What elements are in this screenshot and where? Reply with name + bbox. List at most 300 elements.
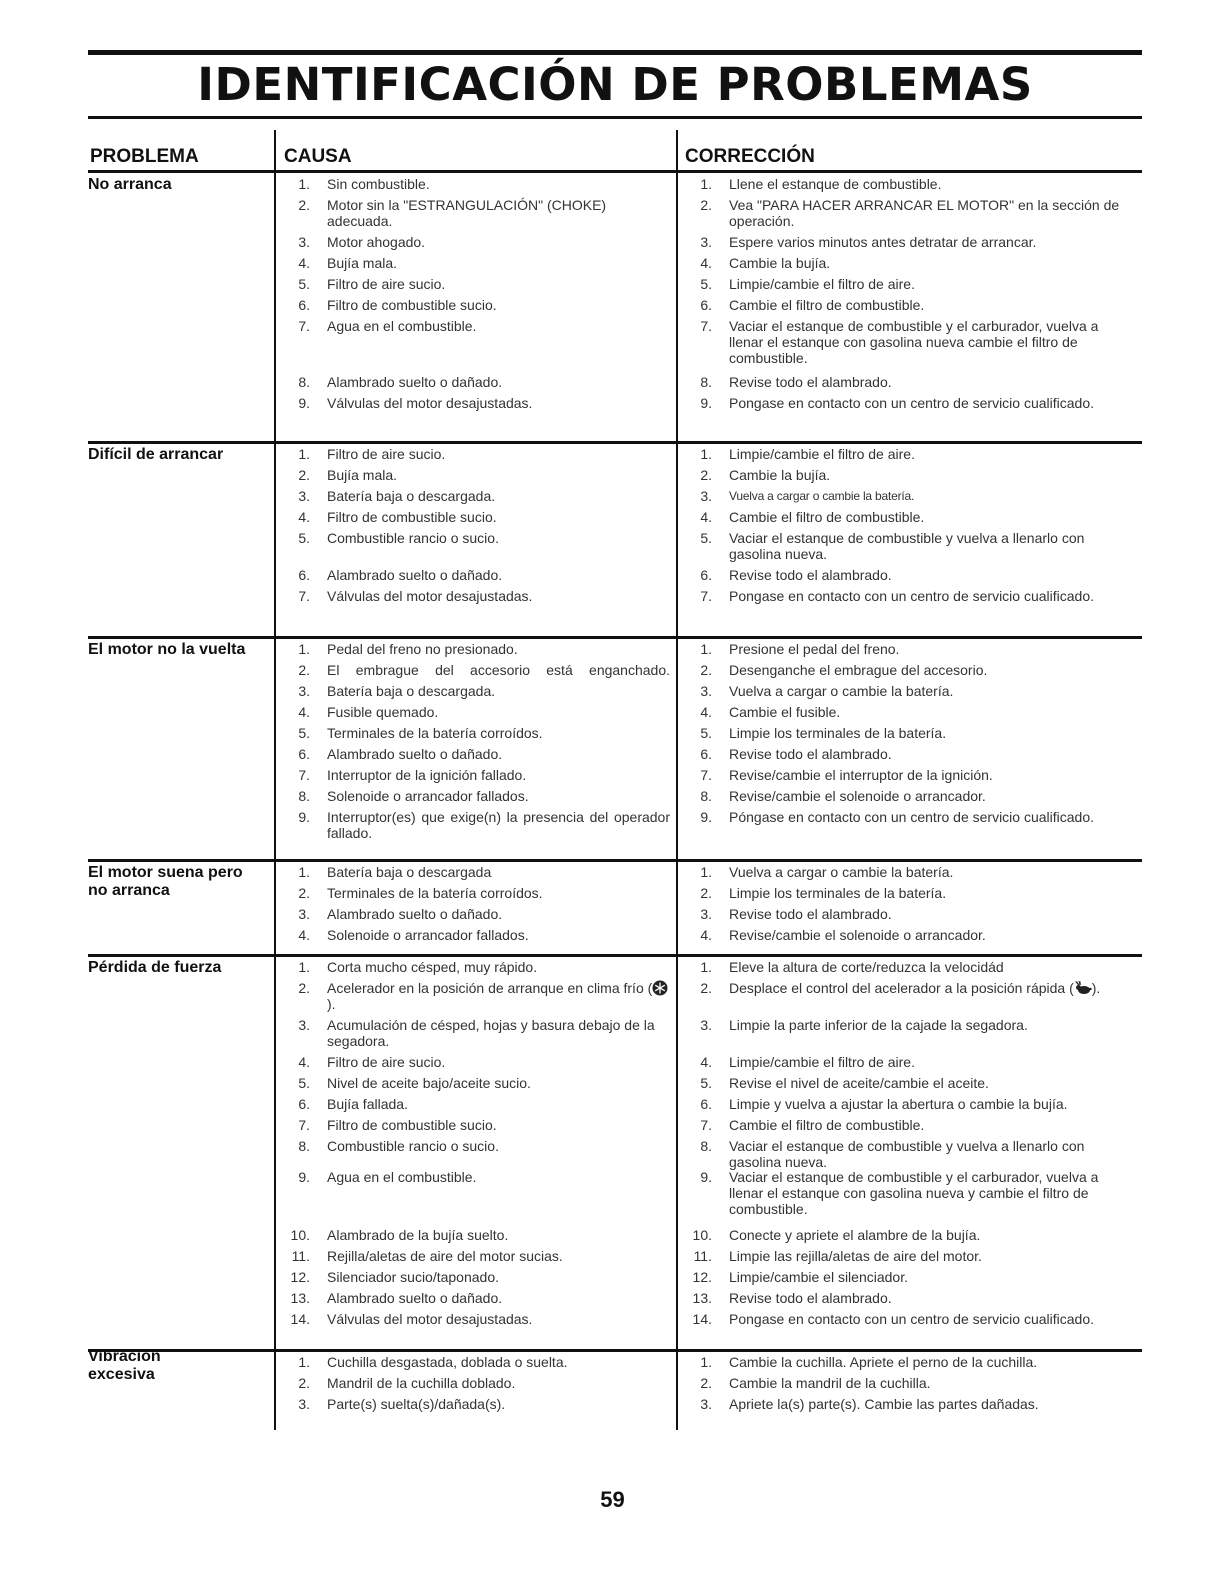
item-text bbox=[729, 276, 1135, 292]
item-text bbox=[327, 255, 670, 271]
item-number: 8. bbox=[298, 1138, 310, 1154]
item-text-main: Revise todo el alambrado. bbox=[729, 1290, 892, 1306]
item-text-main: Válvulas del motor desajustadas. bbox=[327, 588, 533, 604]
item-number: 9. bbox=[700, 1169, 712, 1185]
item-number: 2. bbox=[700, 980, 712, 996]
item-number: 11. bbox=[291, 1248, 310, 1264]
item-text-main: Sin combustible. bbox=[327, 176, 430, 192]
section-separator bbox=[88, 859, 1142, 862]
item-text bbox=[327, 662, 670, 678]
item-number: 3. bbox=[700, 1017, 712, 1033]
item-text bbox=[729, 746, 1135, 762]
section-separator bbox=[88, 1349, 1142, 1352]
item-text-main: Pongase en contacto con un centro de servicio cualificado. bbox=[729, 1311, 1095, 1327]
item-number: 5. bbox=[298, 725, 310, 741]
item-text-main: Interruptor de la ignición fallado. bbox=[327, 767, 527, 783]
problem-label: Pérdida de fuerza bbox=[88, 959, 222, 976]
item-number: 1. bbox=[298, 446, 310, 462]
item-text bbox=[327, 809, 670, 841]
item-text bbox=[729, 234, 1135, 250]
item-number: 7. bbox=[298, 318, 310, 334]
item-text-main: Pedal del freno no presionado. bbox=[327, 641, 518, 657]
item-text bbox=[327, 1169, 670, 1185]
item-text-main: Agua en el combustible. bbox=[327, 318, 477, 334]
item-number: 14. bbox=[290, 1311, 310, 1327]
page-title: IDENTIFICACIÓN DE PROBLEMAS bbox=[197, 58, 1033, 111]
problem-label: El motor suena pero no arranca bbox=[88, 864, 243, 899]
problem-label: Vibración excesiva bbox=[88, 1348, 161, 1383]
item-text-main: Bujía fallada. bbox=[327, 1096, 408, 1112]
item-text-after: ). bbox=[1091, 980, 1101, 996]
item-text bbox=[729, 1290, 1135, 1306]
item-number: 1. bbox=[298, 641, 310, 657]
item-text bbox=[729, 446, 1135, 462]
item-number: 3. bbox=[298, 683, 310, 699]
item-text bbox=[327, 864, 670, 880]
item-number: 9. bbox=[298, 1169, 310, 1185]
item-text bbox=[327, 1248, 670, 1264]
item-text bbox=[729, 467, 1135, 483]
item-text-main: Solenoide o arrancador fallados. bbox=[327, 927, 529, 943]
item-number: 2. bbox=[298, 885, 310, 901]
item-text-main: Filtro de combustible sucio. bbox=[327, 1117, 497, 1133]
item-number: 4. bbox=[700, 704, 712, 720]
item-text bbox=[327, 509, 670, 525]
item-text bbox=[327, 1054, 670, 1070]
item-text-main: Cambie el filtro de combustible. bbox=[729, 297, 925, 313]
item-text bbox=[729, 980, 1135, 996]
item-text-main: Filtro de aire sucio. bbox=[327, 446, 446, 462]
item-number: 7. bbox=[700, 767, 712, 783]
item-text bbox=[729, 927, 1135, 943]
item-number: 4. bbox=[298, 1054, 310, 1070]
item-number: 10. bbox=[692, 1227, 712, 1243]
item-text bbox=[327, 395, 670, 411]
item-text bbox=[729, 1354, 1135, 1370]
item-text bbox=[327, 446, 670, 462]
item-text bbox=[729, 1396, 1135, 1412]
item-text-main: Válvulas del motor desajustadas. bbox=[327, 1311, 533, 1327]
item-text bbox=[327, 467, 670, 483]
item-number: 4. bbox=[298, 927, 310, 943]
item-text-main: Revise/cambie el solenoide o arrancador. bbox=[729, 788, 986, 804]
item-number: 3. bbox=[700, 906, 712, 922]
rabbit-icon bbox=[1074, 981, 1092, 995]
item-text-main: Silenciador sucio/taponado. bbox=[327, 1269, 500, 1285]
item-text bbox=[327, 1375, 670, 1391]
item-text-main: Limpie los terminales de la batería. bbox=[729, 885, 947, 901]
item-text bbox=[729, 1054, 1135, 1070]
item-text-main: Limpie/cambie el silenciador. bbox=[729, 1269, 908, 1285]
item-number: 3. bbox=[700, 488, 712, 504]
item-text-main: Motor ahogado. bbox=[327, 234, 426, 250]
header-causa: CAUSA bbox=[284, 146, 352, 167]
item-number: 12. bbox=[290, 1269, 310, 1285]
item-number: 9. bbox=[700, 809, 712, 825]
item-text-main: Vaciar el estanque de combustible y vuelva a llenarlo con gasolina nueva. bbox=[729, 530, 1085, 562]
item-text-main: Terminales de la batería corroídos. bbox=[327, 885, 543, 901]
item-number: 5. bbox=[700, 276, 712, 292]
item-text bbox=[327, 297, 670, 313]
item-text-main: Llene el estanque de combustible. bbox=[729, 176, 942, 192]
item-text bbox=[327, 1227, 670, 1243]
item-text-main: Eleve la altura de corte/reduzca la velocidád bbox=[729, 959, 1004, 975]
item-number: 9. bbox=[700, 395, 712, 411]
item-number: 1. bbox=[700, 959, 712, 975]
item-number: 6. bbox=[700, 1096, 712, 1112]
item-number: 7. bbox=[298, 767, 310, 783]
item-text bbox=[327, 318, 670, 334]
item-text-main: Presione el pedal del freno. bbox=[729, 641, 900, 657]
item-number: 3. bbox=[298, 234, 310, 250]
item-text-main: Cambie el fusible. bbox=[729, 704, 841, 720]
section-separator bbox=[88, 636, 1142, 639]
item-text-main: Revise/cambie el solenoide o arrancador. bbox=[729, 927, 986, 943]
item-text bbox=[327, 1096, 670, 1112]
item-text bbox=[729, 1138, 1135, 1170]
item-number: 5. bbox=[700, 1075, 712, 1091]
item-number: 5. bbox=[298, 1075, 310, 1091]
item-text bbox=[327, 980, 670, 1012]
item-number: 7. bbox=[298, 588, 310, 604]
item-text bbox=[729, 662, 1135, 678]
item-text bbox=[729, 704, 1135, 720]
item-text-main: Interruptor(es) que exige(n) la presencia del operador fallado. bbox=[327, 809, 670, 841]
problem-label: El motor no la vuelta bbox=[88, 641, 246, 658]
item-text-main: Conecte y apriete el alambre de la bujía. bbox=[729, 1227, 981, 1243]
item-text-main: Limpie/cambie el filtro de aire. bbox=[729, 276, 915, 292]
item-text bbox=[327, 1290, 670, 1306]
item-text bbox=[327, 530, 670, 546]
item-text-main: Nivel de aceite bajo/aceite sucio. bbox=[327, 1075, 531, 1091]
item-text-main: Vea "PARA HACER ARRANCAR EL MOTOR" en la sección de operación. bbox=[729, 197, 1120, 229]
item-text bbox=[327, 641, 670, 657]
item-text bbox=[327, 1354, 670, 1370]
item-text-main: Batería baja o descargada. bbox=[327, 683, 496, 699]
item-text-main: Limpie/cambie el filtro de aire. bbox=[729, 446, 915, 462]
item-text bbox=[729, 788, 1135, 804]
item-number: 6. bbox=[700, 567, 712, 583]
item-text bbox=[327, 788, 670, 804]
item-text-main: Vaciar el estanque de combustible y vuelva a llenarlo con gasolina nueva. bbox=[729, 1138, 1085, 1170]
item-text bbox=[327, 1269, 670, 1285]
item-number: 3. bbox=[298, 1017, 310, 1033]
item-text bbox=[729, 1117, 1135, 1133]
item-text bbox=[327, 885, 670, 901]
item-text-main: Terminales de la batería corroídos. bbox=[327, 725, 543, 741]
item-number: 8. bbox=[298, 788, 310, 804]
item-text bbox=[327, 746, 670, 762]
item-text bbox=[729, 864, 1135, 880]
item-text-main: Cambie el filtro de combustible. bbox=[729, 509, 925, 525]
item-text bbox=[729, 530, 1135, 562]
item-text-main: Cuchilla desgastada, doblada o suelta. bbox=[327, 1354, 568, 1370]
item-number: 2. bbox=[298, 197, 310, 213]
top-rule bbox=[88, 50, 1142, 55]
item-text bbox=[327, 1311, 670, 1327]
item-number: 7. bbox=[700, 1117, 712, 1133]
item-text bbox=[327, 1138, 670, 1154]
item-number: 13. bbox=[692, 1290, 712, 1306]
item-number: 4. bbox=[298, 704, 310, 720]
item-text-main: Cambie el filtro de combustible. bbox=[729, 1117, 925, 1133]
item-number: 11. bbox=[693, 1248, 712, 1264]
item-text-main: Solenoide o arrancador fallados. bbox=[327, 788, 529, 804]
item-number: 5. bbox=[298, 276, 310, 292]
item-number: 1. bbox=[700, 864, 712, 880]
item-text bbox=[327, 488, 670, 504]
item-number: 2. bbox=[700, 1375, 712, 1391]
item-text bbox=[327, 927, 670, 943]
item-number: 5. bbox=[700, 530, 712, 546]
item-number: 8. bbox=[700, 788, 712, 804]
item-text-main: Espere varios minutos antes detratar de arrancar. bbox=[729, 234, 1037, 250]
item-number: 7. bbox=[298, 1117, 310, 1133]
item-text-main: Revise todo el alambrado. bbox=[729, 746, 892, 762]
item-text bbox=[729, 1075, 1135, 1091]
item-text-main: Vuelva a cargar o cambie la batería. bbox=[729, 683, 954, 699]
item-text bbox=[327, 276, 670, 292]
item-text-main: Revise todo el alambrado. bbox=[729, 374, 892, 390]
item-text-main: Limpie/cambie el filtro de aire. bbox=[729, 1054, 915, 1070]
item-text bbox=[327, 906, 670, 922]
item-text-main: Revise todo el alambrado. bbox=[729, 906, 892, 922]
item-text-main: Desenganche el embrague del accesorio. bbox=[729, 662, 988, 678]
item-text-main: Mandril de la cuchilla doblado. bbox=[327, 1375, 516, 1391]
item-number: 6. bbox=[700, 746, 712, 762]
item-number: 3. bbox=[298, 906, 310, 922]
item-text-main: Limpie la parte inferior de la cajade la segadora. bbox=[729, 1017, 1028, 1033]
item-text-main: Parte(s) suelta(s)/dañada(s). bbox=[327, 1396, 506, 1412]
item-number: 2. bbox=[298, 467, 310, 483]
item-text bbox=[729, 255, 1135, 271]
item-number: 7. bbox=[700, 588, 712, 604]
item-text-main: Vaciar el estanque de combustible y el carburador, vuelva a llenar el estanque con gasolina nueva cambie el filtro de combustible. bbox=[729, 318, 1099, 366]
item-text-main: Pongase en contacto con un centro de servicio cualificado. bbox=[729, 395, 1095, 411]
item-text-main: Pongase en contacto con un centro de servicio cualificado. bbox=[729, 588, 1095, 604]
item-number: 3. bbox=[700, 1396, 712, 1412]
item-text-main: Filtro de aire sucio. bbox=[327, 1054, 446, 1070]
item-text-main: Batería baja o descargada bbox=[327, 864, 492, 880]
item-text-main: Combustible rancio o sucio. bbox=[327, 530, 499, 546]
item-number: 2. bbox=[298, 1375, 310, 1391]
item-text bbox=[729, 374, 1135, 390]
item-text-main: Cambie la bujía. bbox=[729, 467, 831, 483]
item-text bbox=[729, 1311, 1135, 1327]
item-text-main: Vuelva a cargar o cambie la batería. bbox=[729, 489, 915, 503]
item-number: 4. bbox=[700, 255, 712, 271]
item-number: 1. bbox=[298, 176, 310, 192]
item-number: 2. bbox=[700, 467, 712, 483]
item-text bbox=[729, 395, 1135, 411]
section-separator bbox=[88, 441, 1142, 444]
item-number: 4. bbox=[298, 255, 310, 271]
item-number: 2. bbox=[700, 885, 712, 901]
item-text bbox=[327, 725, 670, 741]
problem-label: No arranca bbox=[88, 176, 172, 193]
item-text bbox=[327, 959, 670, 975]
page-number: 59 bbox=[600, 1487, 625, 1512]
item-number: 4. bbox=[700, 927, 712, 943]
item-text-main: Fusible quemado. bbox=[327, 704, 439, 720]
item-text bbox=[729, 588, 1135, 604]
item-text-main: Alambrado suelto o dañado. bbox=[327, 746, 503, 762]
item-text bbox=[729, 1269, 1135, 1285]
snowflake-icon bbox=[652, 980, 668, 996]
item-number: 10. bbox=[290, 1227, 310, 1243]
item-text bbox=[729, 1248, 1135, 1264]
item-text bbox=[729, 683, 1135, 699]
item-text-main: Desplace el control del acelerador a la posición rápida ( bbox=[729, 980, 1074, 996]
item-text bbox=[729, 906, 1135, 922]
item-text-main: Acelerador en la posición de arranque en clima frío ( bbox=[327, 980, 653, 996]
item-text bbox=[729, 488, 1135, 504]
item-text-main: Válvulas del motor desajustadas. bbox=[327, 395, 533, 411]
item-number: 8. bbox=[700, 1138, 712, 1154]
item-text bbox=[327, 1075, 670, 1091]
title-rule bbox=[88, 116, 1142, 119]
item-text-main: El embrague del accesorio está enganchado. bbox=[327, 662, 670, 678]
item-text-main: Alambrado suelto o dañado. bbox=[327, 1290, 503, 1306]
item-text-main: Filtro de aire sucio. bbox=[327, 276, 446, 292]
item-text bbox=[729, 1096, 1135, 1112]
item-number: 8. bbox=[700, 374, 712, 390]
item-text-main: Filtro de combustible sucio. bbox=[327, 509, 497, 525]
item-text-main: Limpie y vuelva a ajustar la abertura o cambie la bujía. bbox=[729, 1096, 1068, 1112]
item-text bbox=[729, 297, 1135, 313]
item-number: 3. bbox=[298, 1396, 310, 1412]
item-text-main: Corta mucho césped, muy rápido. bbox=[327, 959, 538, 975]
item-number: 4. bbox=[700, 1054, 712, 1070]
item-number: 12. bbox=[692, 1269, 712, 1285]
item-text-main: Cambie la cuchilla. Apriete el perno de la cuchilla. bbox=[729, 1354, 1038, 1370]
item-number: 2. bbox=[298, 662, 310, 678]
item-text-main: Apriete la(s) parte(s). Cambie las partes dañadas. bbox=[729, 1396, 1039, 1412]
item-text bbox=[729, 1375, 1135, 1391]
item-text-main: Alambrado suelto o dañado. bbox=[327, 374, 503, 390]
item-text bbox=[729, 509, 1135, 525]
item-text-main: Batería baja o descargada. bbox=[327, 488, 496, 504]
item-text-main: Cambie la bujía. bbox=[729, 255, 831, 271]
item-number: 5. bbox=[700, 725, 712, 741]
item-text bbox=[729, 959, 1135, 975]
item-number: 2. bbox=[700, 662, 712, 678]
item-text-main: Vaciar el estanque de combustible y el carburador, vuelva a llenar el estanque con gasolina nueva y cambie el filtro de combustible. bbox=[729, 1169, 1099, 1217]
item-number: 9. bbox=[298, 809, 310, 825]
item-number: 5. bbox=[298, 530, 310, 546]
item-number: 1. bbox=[700, 641, 712, 657]
item-text-main: Limpie las rejilla/aletas de aire del motor. bbox=[729, 1248, 982, 1264]
item-text-main: Motor sin la "ESTRANGULACIÓN" (CHOKE) adecuada. bbox=[327, 197, 607, 229]
item-number: 2. bbox=[298, 980, 310, 996]
item-text bbox=[729, 1169, 1135, 1217]
item-text bbox=[327, 683, 670, 699]
item-text-main: Revise el nivel de aceite/cambie el aceite. bbox=[729, 1075, 989, 1091]
item-text bbox=[729, 725, 1135, 741]
item-number: 1. bbox=[700, 446, 712, 462]
item-text bbox=[729, 1227, 1135, 1243]
item-number: 4. bbox=[298, 509, 310, 525]
item-number: 6. bbox=[298, 567, 310, 583]
item-text-main: Cambie la mandril de la cuchilla. bbox=[729, 1375, 931, 1391]
item-text bbox=[327, 1117, 670, 1133]
item-number: 3. bbox=[700, 234, 712, 250]
header-correccion: CORRECCIÓN bbox=[685, 146, 815, 167]
item-number: 7. bbox=[700, 318, 712, 334]
item-number: 3. bbox=[298, 488, 310, 504]
column-divider-left bbox=[274, 130, 276, 1430]
item-text bbox=[327, 1396, 670, 1412]
item-number: 8. bbox=[298, 374, 310, 390]
column-divider-right bbox=[676, 130, 678, 1430]
item-number: 6. bbox=[298, 746, 310, 762]
item-text bbox=[327, 197, 670, 229]
header-rule bbox=[88, 170, 1142, 173]
item-number: 9. bbox=[298, 395, 310, 411]
item-text-main: Bujía mala. bbox=[327, 467, 398, 483]
item-text-main: Bujía mala. bbox=[327, 255, 398, 271]
item-text bbox=[327, 176, 670, 192]
item-text bbox=[729, 318, 1135, 366]
item-text bbox=[729, 641, 1135, 657]
item-text bbox=[729, 1017, 1135, 1033]
item-number: 1. bbox=[298, 1354, 310, 1370]
item-text bbox=[729, 567, 1135, 583]
item-number: 4. bbox=[700, 509, 712, 525]
item-text bbox=[327, 234, 670, 250]
item-text-main: Combustible rancio o sucio. bbox=[327, 1138, 499, 1154]
item-text bbox=[729, 197, 1135, 229]
item-text-main: Filtro de combustible sucio. bbox=[327, 297, 497, 313]
item-text-main: Rejilla/aletas de aire del motor sucias. bbox=[327, 1248, 563, 1264]
item-text-main: Póngase en contacto con un centro de servicio cualificado. bbox=[729, 809, 1095, 825]
item-text-main: Agua en el combustible. bbox=[327, 1169, 477, 1185]
section-separator bbox=[88, 954, 1142, 957]
item-text-after: ). bbox=[327, 996, 336, 1012]
item-text-main: Limpie los terminales de la batería. bbox=[729, 725, 947, 741]
item-text bbox=[327, 567, 670, 583]
item-number: 6. bbox=[700, 297, 712, 313]
item-number: 14. bbox=[692, 1311, 712, 1327]
item-text-main: Alambrado suelto o dañado. bbox=[327, 906, 503, 922]
item-text bbox=[729, 809, 1135, 825]
item-number: 6. bbox=[298, 297, 310, 313]
item-text bbox=[327, 767, 670, 783]
item-text-main: Alambrado de la bujía suelto. bbox=[327, 1227, 509, 1243]
item-number: 3. bbox=[700, 683, 712, 699]
item-text-main: Vuelva a cargar o cambie la batería. bbox=[729, 864, 954, 880]
problem-label: Difícil de arrancar bbox=[88, 446, 224, 463]
item-text bbox=[327, 1017, 670, 1049]
item-number: 1. bbox=[298, 959, 310, 975]
item-number: 2. bbox=[700, 197, 712, 213]
item-text bbox=[729, 767, 1135, 783]
item-text bbox=[729, 176, 1135, 192]
item-text-main: Alambrado suelto o dañado. bbox=[327, 567, 503, 583]
item-text-main: Revise/cambie el interruptor de la ignición. bbox=[729, 767, 993, 783]
item-number: 6. bbox=[298, 1096, 310, 1112]
item-text bbox=[327, 374, 670, 390]
item-text bbox=[729, 885, 1135, 901]
item-number: 1. bbox=[700, 1354, 712, 1370]
item-number: 1. bbox=[298, 864, 310, 880]
item-text bbox=[327, 704, 670, 720]
item-text-main: Revise todo el alambrado. bbox=[729, 567, 892, 583]
item-text-main: Acumulación de césped, hojas y basura debajo de la segadora. bbox=[327, 1017, 655, 1049]
header-problema: PROBLEMA bbox=[90, 146, 199, 167]
item-number: 13. bbox=[290, 1290, 310, 1306]
item-number: 1. bbox=[700, 176, 712, 192]
